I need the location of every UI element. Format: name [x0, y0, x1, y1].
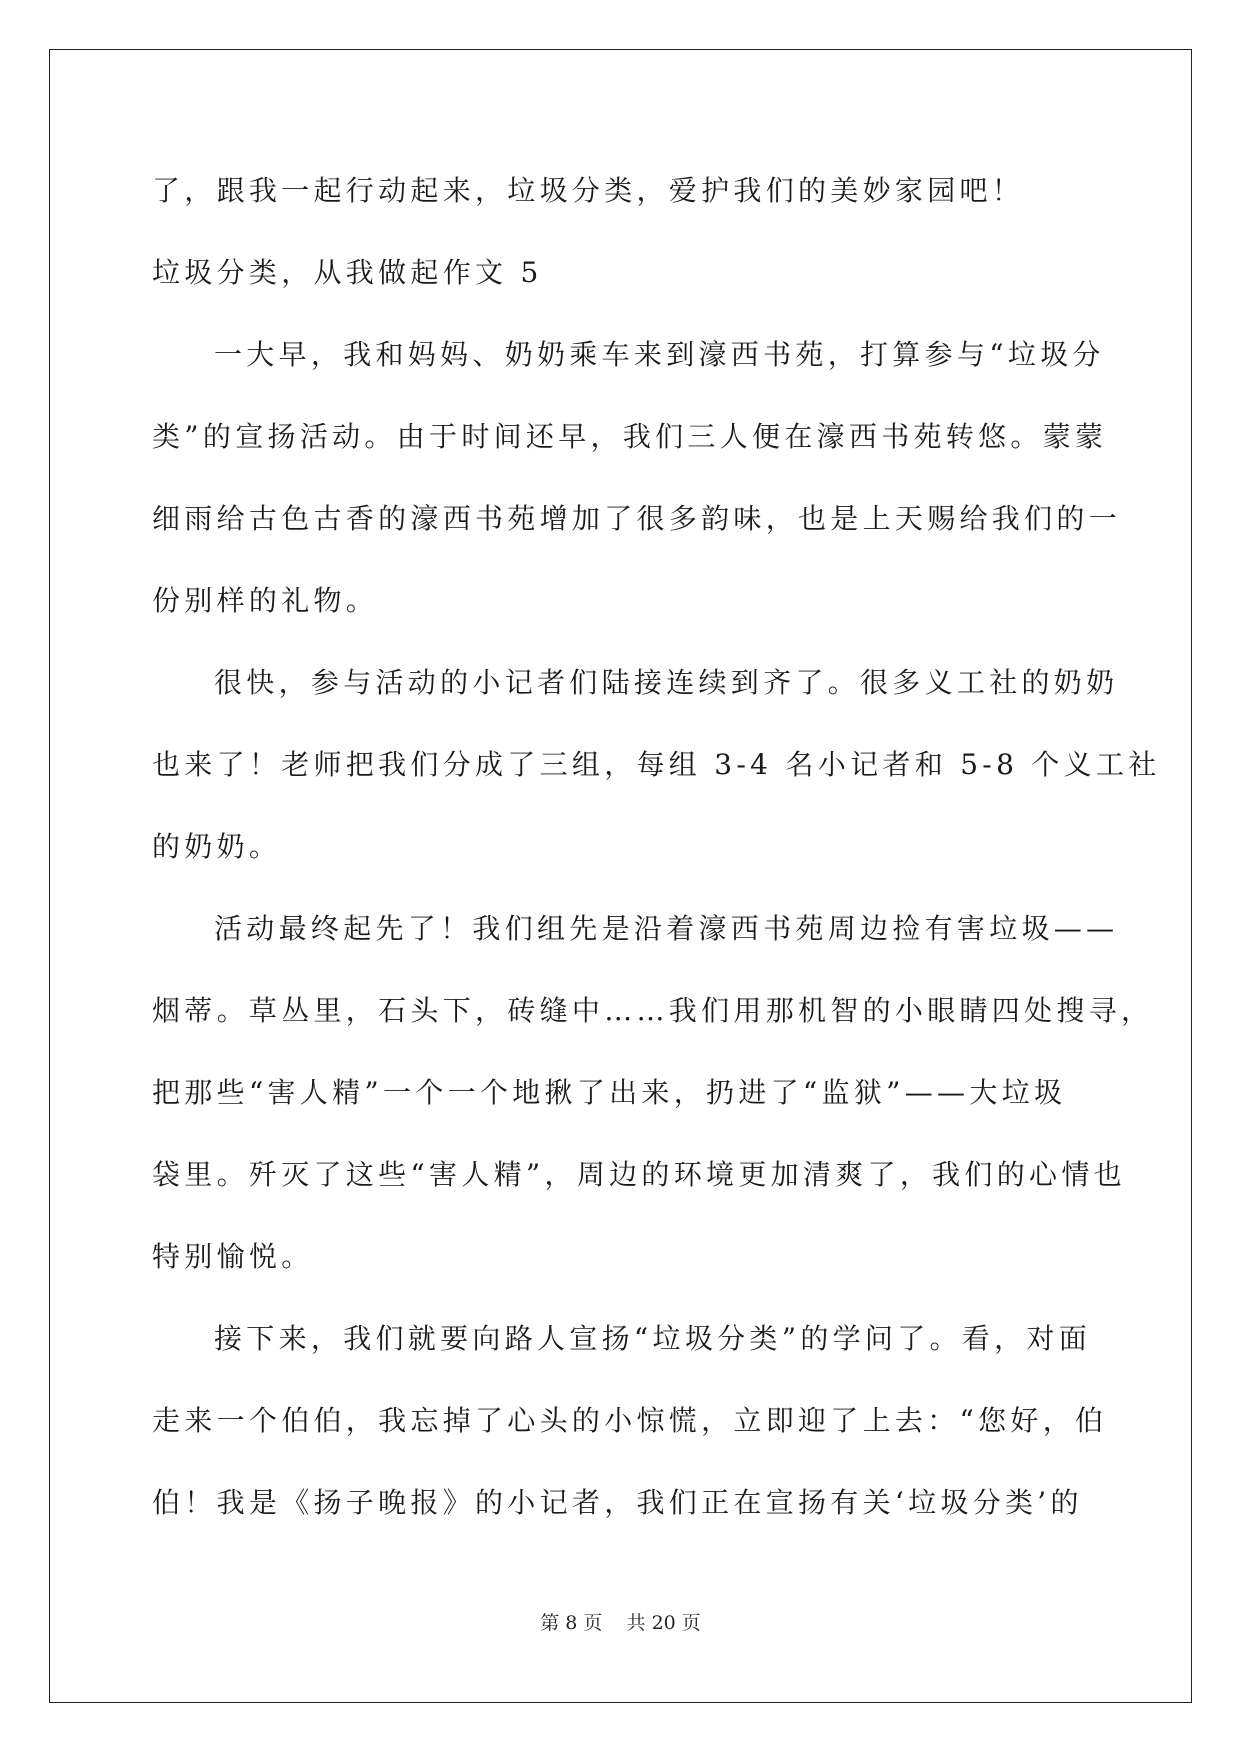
paragraph-start-line: 一大早，我和妈妈、奶奶乘车来到濠西书苑，打算参与“垃圾分: [214, 338, 1105, 371]
paragraph-start-line: 活动最终起先了！我们组先是沿着濠西书苑周边捡有害垃圾——: [214, 912, 1119, 945]
text-line: 把那些“害人精”一个一个地揪了出来，扔进了“监狱”——大垃圾: [152, 1076, 1067, 1109]
paragraph-start-line: 很快，参与活动的小记者们陆接连续到齐了。很多义工社的奶奶: [214, 666, 1119, 699]
text-line: 走来一个伯伯，我忘掉了心头的小惊慌，立即迎了上去：“您好，伯: [152, 1404, 1108, 1437]
page-number-footer: 第 8 页 共 20 页: [540, 1612, 701, 1634]
section-heading: 垃圾分类，从我做起作文 5: [152, 256, 543, 289]
document-body: [152, 162, 1161, 1556]
paragraph-start-line: 接下来，我们就要向路人宣扬“垃圾分类”的学问了。看，对面: [214, 1322, 1092, 1355]
text-line: 类”的宣扬活动。由于时间还早，我们三人便在濠西书苑转悠。蒙蒙: [152, 420, 1108, 453]
text-line: 伯！我是《扬子晚报》的小记者，我们正在宣扬有关‘垃圾分类’的: [152, 1486, 1083, 1519]
text-line: 也来了！老师把我们分成了三组，每组 3-4 名小记者和 5-8 个义工社: [152, 748, 1161, 781]
text-line: 的奶奶。: [152, 830, 282, 863]
text-line: 袋里。歼灭了这些“害人精”，周边的环境更加清爽了，我们的心情也: [152, 1158, 1126, 1191]
text-line: 细雨给古色古香的濠西书苑增加了很多韵味，也是上天赐给我们的一: [152, 502, 1122, 535]
text-line: 烟蒂。草丛里，石头下，砖缝中……我们用那机智的小眼睛四处搜寻，: [152, 994, 1154, 1027]
text-line: 份别样的礼物。: [152, 584, 379, 617]
text-line: 了，跟我一起行动起来，垃圾分类，爱护我们的美妙家园吧！: [152, 174, 1025, 207]
text-line: 特别愉悦。: [152, 1240, 314, 1273]
